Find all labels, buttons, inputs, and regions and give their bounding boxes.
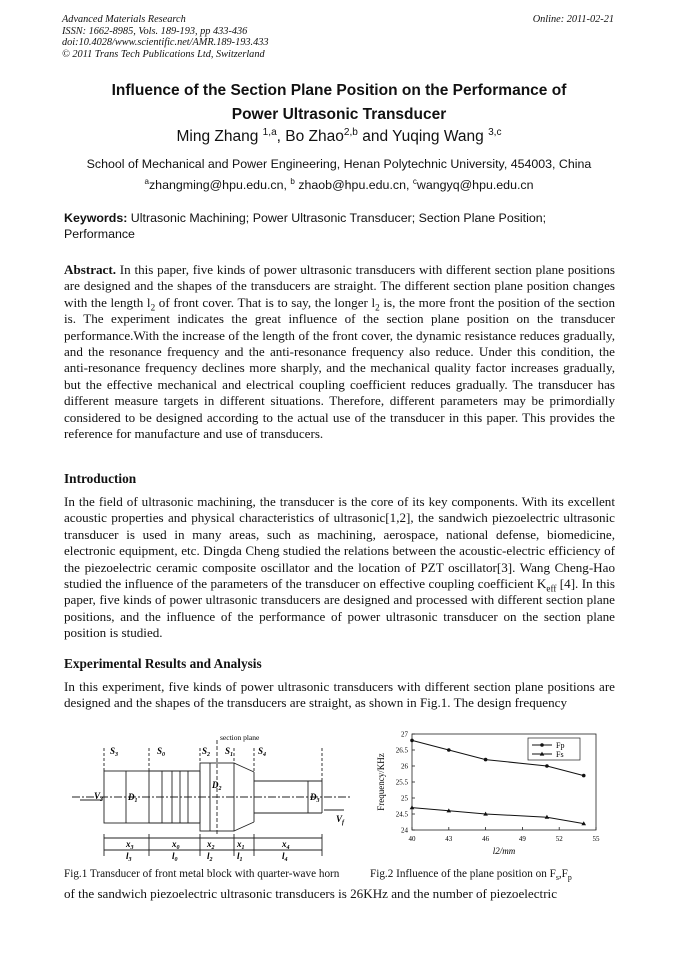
x-tick-label: 43	[445, 835, 453, 843]
email-link[interactable]: zhangming@hpu.edu.cn,	[148, 178, 291, 192]
abstract-text: of front cover. That is to say, the longer l	[155, 294, 376, 310]
label-x2: $x_2$	[207, 839, 215, 851]
keywords	[64, 210, 616, 242]
author-2: Bo Zhao	[285, 128, 344, 145]
abstract-label: Abstract.	[64, 262, 116, 277]
email-link[interactable]: wangyq@hpu.edu.cn	[416, 178, 534, 192]
online-date: Online: 2011-02-21	[532, 14, 614, 25]
label-x3: $x_3$	[126, 839, 134, 851]
y-tick-label: 25	[401, 794, 408, 803]
label-s4: $S_4$	[258, 746, 267, 758]
y-tick-label: 26.5	[395, 746, 408, 755]
y-tick-label: 25.5	[395, 778, 408, 787]
label-d2: $D_2$	[212, 780, 222, 792]
doi: doi:10.4028/www.scientific.net/AMR.189-193.433	[62, 37, 269, 48]
journal-header	[62, 14, 269, 60]
label-s3: $S_3$	[110, 746, 119, 758]
y-tick-label: 26	[401, 762, 408, 771]
x-tick-label: 46	[482, 835, 490, 843]
author-3-sup: 3,c	[488, 126, 502, 138]
emails	[0, 178, 678, 192]
subscript: p	[567, 873, 572, 883]
authors	[0, 128, 678, 146]
introduction-heading: Introduction	[64, 471, 137, 486]
data-point-fp	[582, 774, 586, 778]
email-sup: a	[144, 176, 149, 186]
subscript: 2	[150, 302, 156, 313]
data-point-fp	[545, 764, 549, 768]
fig1-caption: Fig.1 Transducer of front metal block with quarter-wave horn	[64, 868, 340, 880]
y-tick-label: 24	[401, 826, 408, 835]
subscript: 2	[375, 302, 380, 313]
label-x1: $x_1$	[237, 839, 245, 851]
experimental-body: In this experiment, five kinds of power ultrasonic transducers with different section plane positions are designed and the shapes of the transducers are straight, as shown in Fig.1. The design frequency	[64, 679, 615, 711]
x-axis-label: l2/mm	[492, 846, 516, 856]
legend-label: Fs	[556, 750, 564, 759]
y-tick-label: 24.5	[395, 810, 408, 819]
label-v3: $V_3$	[94, 791, 104, 803]
introduction-body	[64, 494, 615, 642]
label-s0: $S_0$	[157, 746, 166, 758]
intro-text: [4]. In this paper, five kinds of power ultrasonic transducers are designed and processed with different section plane positions, and the influence of the performance of power ultrasonic transducer on the section plane position is studied.	[64, 576, 615, 641]
author-1-sup: 1,a	[262, 126, 277, 138]
x-tick-label: 55	[592, 835, 600, 843]
label-s1: $S_1$	[225, 746, 234, 758]
legend-label: Fp	[556, 741, 565, 750]
data-point-fp	[447, 748, 451, 752]
label-x0: $x_0$	[172, 839, 180, 851]
copyright: © 2011 Trans Tech Publications Ltd, Switzerland	[62, 48, 265, 60]
subscript: s	[555, 873, 559, 883]
label-l0: $l_0$	[172, 851, 178, 863]
abstract	[64, 262, 615, 442]
section-plane-label: section plane	[220, 733, 260, 742]
keywords-label: Keywords:	[64, 211, 128, 225]
y-tick-label: 27	[401, 730, 408, 739]
label-d3: $D_3$	[310, 792, 320, 804]
issn: ISSN: 1662-8985, Vols. 189-193, pp 433-436	[62, 25, 248, 37]
series-line-fs	[412, 808, 584, 824]
email-sup: c	[412, 176, 417, 186]
x-tick-label: 52	[555, 835, 563, 843]
fig2-caption-text: Fig.2 Influence of the plane position on F	[370, 868, 556, 880]
continuation-text: of the sandwich piezoelectric ultrasonic transducers is 26KHz and the number of piezoelectric	[64, 886, 558, 901]
x-tick-label: 49	[518, 835, 526, 843]
y-axis-label: Frequency/KHz	[376, 753, 386, 811]
label-vf: $V_f$	[336, 814, 345, 826]
author-3: Yuqing Wang	[392, 128, 484, 145]
email-sup: b	[290, 176, 295, 186]
label-l1: $l_1$	[237, 851, 243, 863]
x-tick-label: 40	[408, 835, 416, 843]
fig2-caption-text: ,F	[558, 868, 568, 880]
affiliation: School of Mechanical and Power Engineering, Henan Polytechnic University, 454003, China	[86, 157, 592, 171]
keywords-text: Ultrasonic Machining; Power Ultrasonic Transducer; Section Plane Position; Performance	[64, 211, 547, 241]
author-2-sup: 2,b	[343, 126, 358, 138]
label-x4: $x_4$	[282, 839, 290, 851]
intro-text: In the field of ultrasonic machining, the transducer is the core of its key components. With its excellent acoustic properties and physical characteristics of ultrasonic[1,2], the sandwich piezoelectric ultrasonic transducer is used in many areas, such as machining, aerospace, national defense, biomedicine, electronic equipment, etc. Dingda Cheng studied the relations between the acoustic-electric efficiency of the piezoelectric ceramic composite oscillator and the location of PZT oscillator[3]. Wang Cheng-Hao studied the influence of the parameters of the transducer on effective coupling coefficient K	[64, 494, 615, 592]
subscript: eff	[546, 583, 557, 594]
fig2-caption	[370, 868, 572, 883]
email-link[interactable]: zhaob@hpu.edu.cn,	[294, 178, 413, 192]
label-l4: $l_4$	[282, 851, 288, 863]
legend-box	[528, 738, 580, 760]
label-l2: $l_2$	[207, 851, 213, 863]
paper-title-line1: Influence of the Section Plane Position on the Performance of	[111, 82, 567, 99]
author-1: Ming Zhang	[176, 128, 259, 145]
fig1-transducer-diagram	[62, 726, 362, 864]
experimental-heading: Experimental Results and Analysis	[64, 656, 262, 671]
data-point-fp	[484, 758, 488, 762]
label-d1: $D_1$	[128, 792, 138, 804]
legend-marker	[540, 743, 544, 747]
abstract-text: In this paper, five kinds of power ultrasonic transducers with different section plane positions are designed and the shapes of the transducers are straight. The different section plane position changes with the length l	[64, 262, 615, 310]
label-s2: $S_2$	[202, 746, 211, 758]
paper-title-line2: Power Ultrasonic Transducer	[231, 106, 447, 123]
author-sep: and	[357, 128, 393, 145]
data-point-fs	[410, 805, 415, 809]
fig2-frequency-chart	[372, 726, 612, 862]
label-l3: $l_3$	[126, 851, 132, 863]
author-sep: ,	[276, 128, 286, 145]
data-point-fp	[410, 739, 414, 743]
journal-name: Advanced Materials Research	[62, 14, 186, 25]
abstract-text: is, the more front the position of the section is. The experiment indicates the great influence of the section plane position on the transducer performance.With the increase of the length of the front cover, the dynamic resistance reduces gradually, and the resonance frequency and the anti-resonance frequency also reduce. Under this condition, the anti-resonance frequency declines more sharply, and the mechanical quality factor increases gradually, but the effective mechanical and electrical coupling coefficient reduces gradually. The transducer has different measure targets in different situations. Therefore, different parameters may be primordially considered to be designed according to the actual use of the transducer in this paper. This provides the reference for manufacture and use of transducers.	[64, 294, 615, 442]
